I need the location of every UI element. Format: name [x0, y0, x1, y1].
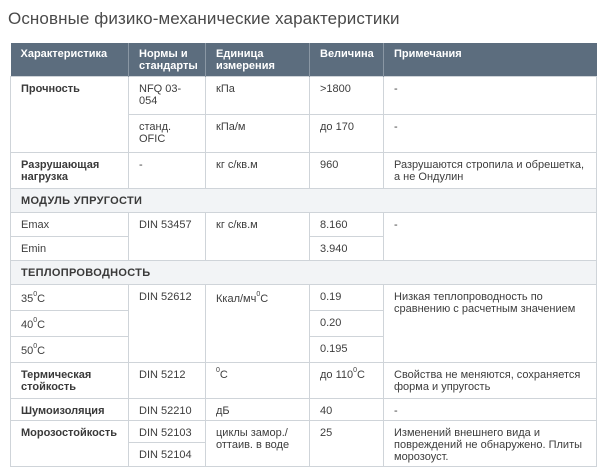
- table-row: [11, 420, 597, 442]
- thermal-stability-note: Свойства не меняются, сохраняется форма и упругость: [384, 362, 597, 398]
- thermal-stability-unit: $^0$С: [206, 362, 310, 398]
- section-row: [11, 260, 597, 284]
- strength-value-b: до 170: [310, 114, 384, 152]
- table-row: [11, 152, 597, 188]
- strength-unit-b: кПа/м: [206, 114, 310, 152]
- strength-note-b: -: [384, 114, 597, 152]
- header-note: Примечания: [384, 43, 597, 76]
- frost-label: Морозостойкость: [11, 420, 129, 466]
- noise-value: 40: [310, 398, 384, 420]
- breaking-load-note: Разрушаются стропила и обрешетка, а не Ондулин: [384, 152, 597, 188]
- breaking-load-label: Разрушающая нагрузка: [11, 152, 129, 188]
- thermal-norm: DIN 52612: [129, 284, 206, 362]
- breaking-load-norm: -: [129, 152, 206, 188]
- strength-label: Прочность: [11, 76, 129, 152]
- thermal-stability-norm: DIN 5212: [129, 362, 206, 398]
- section-thermal: ТЕПЛОПРОВОДНОСТЬ: [11, 260, 597, 284]
- table-row: [11, 76, 597, 114]
- t35-label: $35^0С$: [11, 284, 129, 310]
- table-row: [11, 284, 597, 310]
- t35-value: 0.19: [310, 284, 384, 310]
- t50-value: 0.195: [310, 336, 384, 362]
- page-title: Основные физико-механические характеристики: [8, 9, 400, 28]
- t40-value: 0.20: [310, 310, 384, 336]
- thermal-note: Низкая теплопроводность по сравнению с расчетным значением: [384, 284, 597, 362]
- strength-norm-b: станд. OFIC: [129, 114, 206, 152]
- table-row: [11, 398, 597, 420]
- noise-norm: DIN 52210: [129, 398, 206, 420]
- thermal-unit: Ккал/$мч^0С$: [206, 284, 310, 362]
- emin-value: 3.940: [310, 236, 384, 260]
- strength-value-a: >1800: [310, 76, 384, 114]
- frost-note: Изменений внешнего вида и повреждений не обнаружено. Плиты морозоуст.: [384, 420, 597, 466]
- noise-unit: дБ: [206, 398, 310, 420]
- header-value: Величина: [310, 43, 384, 76]
- table-row: [11, 212, 597, 236]
- emax-label: Emax: [11, 212, 129, 236]
- thermal-stability-value: до $110^0С$: [310, 362, 384, 398]
- elastic-unit: кг с/кв.м: [206, 212, 310, 260]
- noise-label: Шумоизоляция: [11, 398, 129, 420]
- elastic-note: -: [384, 212, 597, 260]
- strength-unit-a: кПа: [206, 76, 310, 114]
- frost-norm-a: DIN 52103: [129, 420, 206, 442]
- section-row: [11, 188, 597, 212]
- header-unit: Единица измерения: [206, 43, 310, 76]
- t50-label: $50^0С$: [11, 336, 129, 362]
- header-characteristic: Характеристика: [11, 43, 129, 76]
- section-elastic-modulus: МОДУЛЬ УПРУГОСТИ: [11, 188, 597, 212]
- breaking-load-value: 960: [310, 152, 384, 188]
- frost-value: 25: [310, 420, 384, 466]
- breaking-load-unit: кг с/кв.м: [206, 152, 310, 188]
- frost-norm-b: DIN 52104: [129, 442, 206, 466]
- emin-label: Emin: [11, 236, 129, 260]
- characteristics-table: [10, 43, 597, 467]
- elastic-norm: DIN 53457: [129, 212, 206, 260]
- emax-value: 8.160: [310, 212, 384, 236]
- t40-label: $40^0С$: [11, 310, 129, 336]
- noise-note: -: [384, 398, 597, 420]
- table-row: [11, 362, 597, 398]
- header-norms: Нормы и стандарты: [129, 43, 206, 76]
- frost-unit: циклы замор./оттаив. в воде: [206, 420, 310, 466]
- strength-note-a: -: [384, 76, 597, 114]
- table-header-row: [11, 43, 597, 76]
- strength-norm-a: NFQ 03-054: [129, 76, 206, 114]
- thermal-stability-label: Термическая стойкость: [11, 362, 129, 398]
